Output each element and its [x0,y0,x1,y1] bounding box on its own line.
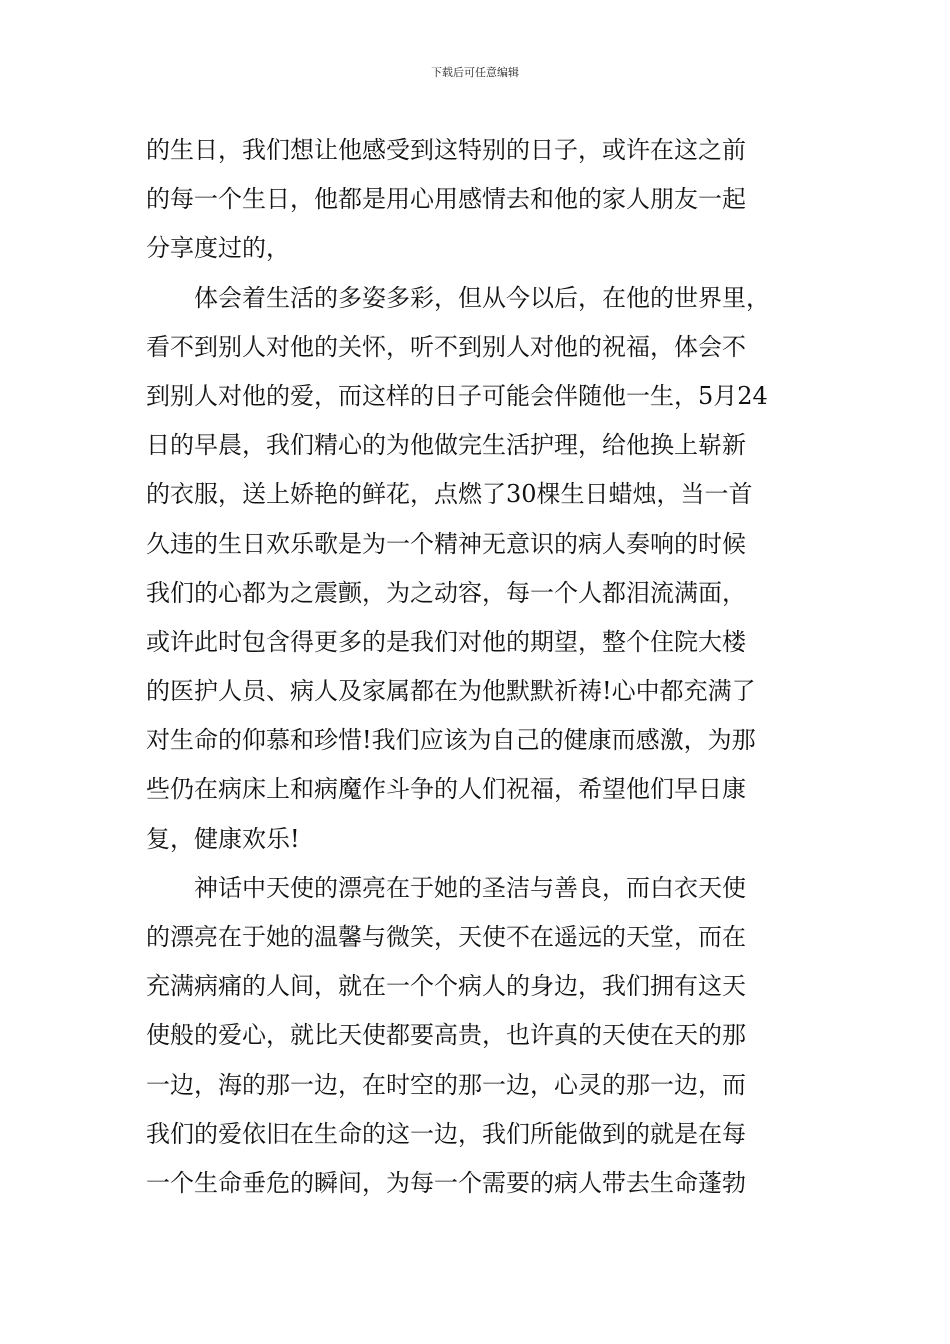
text-line: 的医护人员、病人及家属都在为他默默祈祷!心中都充满了 [146,677,756,706]
text-line: 到别人对他的爱，而这样的日子可能会伴随他一生，5月24 [146,381,768,410]
text-line: 使般的爱心，就比天使都要高贵，也许真的天使在天的那 [146,1021,746,1050]
text-line: 充满病痛的人间，就在一个个病人的身边，我们拥有这天 [146,972,746,1001]
text-line: 的每一个生日，他都是用心用感情去和他的家人朋友一起 [146,185,746,214]
text-line: 看不到别人对他的关怀，听不到别人对他的祝福，体会不 [146,332,746,361]
text-line: 对生命的仰慕和珍惜!我们应该为自己的健康而感激，为那 [146,726,756,755]
text-line: 些仍在病床上和病魔作斗争的人们祝福，希望他们早日康 [146,775,746,804]
text-line: 一边，海的那一边，在时空的那一边，心灵的那一边，而 [146,1070,746,1099]
text-line: 我们的爱依旧在生命的这一边，我们所能做到的就是在每 [146,1119,746,1148]
text-line: 体会着生活的多姿多彩，但从今以后，在他的世界里， [194,283,770,312]
text-line: 或许此时包含得更多的是我们对他的期望，整个住院大楼 [146,627,746,656]
body-text [146,126,826,1208]
text-line: 的生日，我们想让他感受到这特别的日子，或许在这之前 [146,136,746,164]
text-line: 日的早晨，我们精心的为他做完生活护理，给他换上崭新 [146,431,746,460]
text-line: 的衣服，送上娇艳的鲜花，点燃了30棵生日蜡烛，当一首 [146,480,753,509]
text-line: 久违的生日欢乐歌是为一个精神无意识的病人奏响的时候 [146,529,746,558]
text-line: 神话中天使的漂亮在于她的圣洁与善良，而白衣天使 [194,873,746,902]
text-line: 一个生命垂危的瞬间，为每一个需要的病人带去生命蓬勃 [146,1168,746,1197]
text-line: 复，健康欢乐! [146,824,300,853]
text-line: 分享度过的， [146,234,290,263]
text-line: 我们的心都为之震颤，为之动容，每一个人都泪流满面， [146,578,746,607]
page-header: 下载后可任意编辑 [431,66,519,79]
text-line: 的漂亮在于她的温馨与微笑，天使不在遥远的天堂，而在 [146,923,746,951]
